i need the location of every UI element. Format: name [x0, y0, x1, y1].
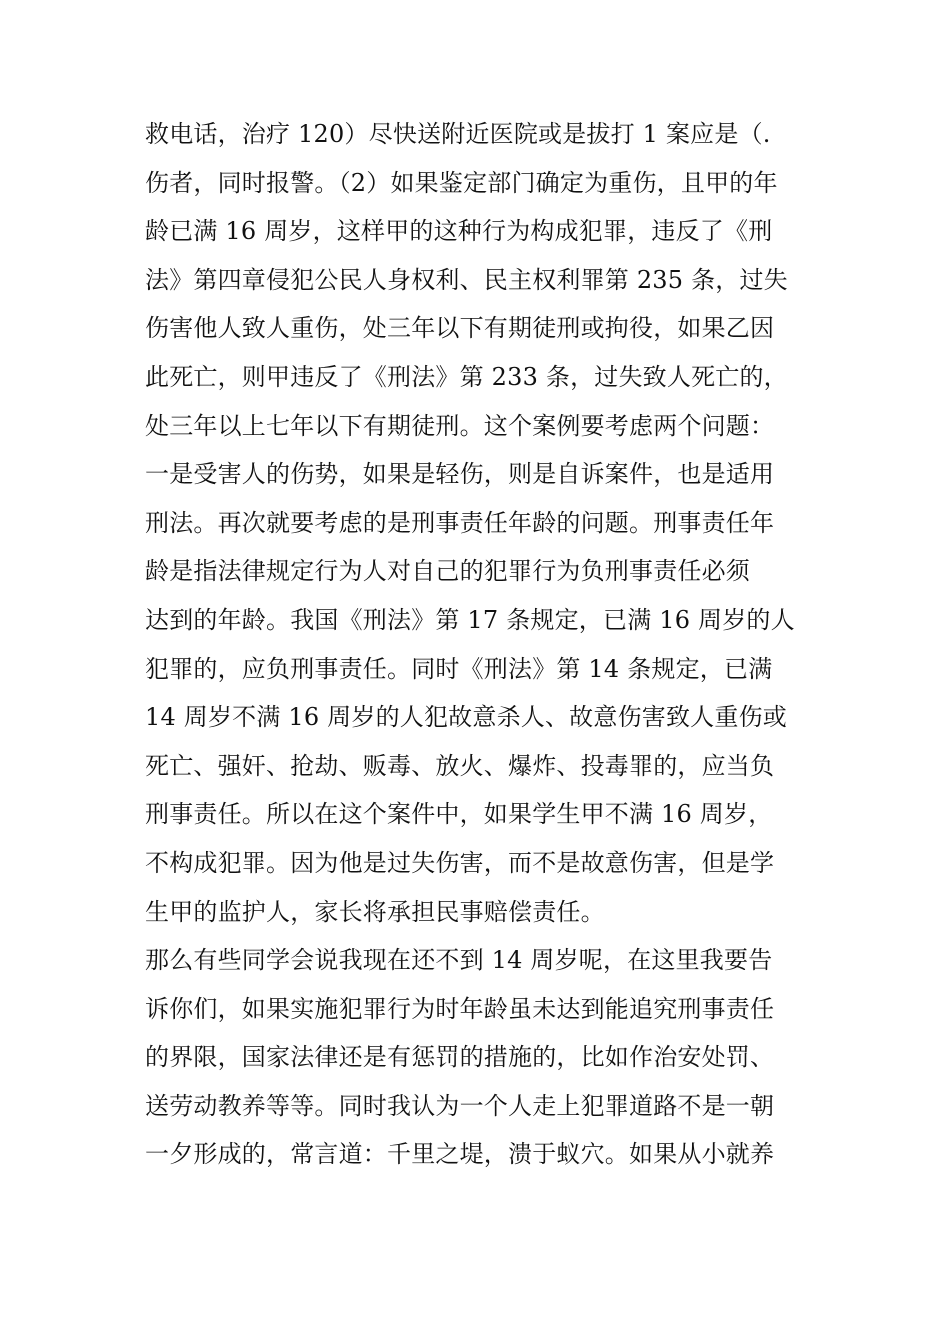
text-line: 法》第四章侵犯公民人身权利、民主权利罪第 235 条，过失	[145, 265, 788, 294]
text-line: 犯罪的，应负刑事责任。同时《刑法》第 14 条规定，已满	[145, 654, 773, 683]
text-line: 龄已满 16 周岁，这样甲的这种行为构成犯罪，违反了《刑	[145, 217, 773, 246]
text-line: 刑事责任。所以在这个案件中，如果学生甲不满 16 周岁，	[145, 800, 773, 829]
text-line: 生甲的监护人，家长将承担民事赔偿责任。	[145, 897, 605, 926]
text-line: 救电话，治疗 120）尽快送附近医院或是拔打 1 案应是（.	[145, 120, 771, 148]
text-line: 一是受害人的伤势，如果是轻伤，则是自诉案件，也是适用	[145, 460, 775, 489]
text-line: 死亡、强奸、抢劫、贩毒、放火、爆炸、投毒罪的，应当负	[145, 751, 775, 780]
text-line: 14 周岁不满 16 周岁的人犯故意杀人、故意伤害致人重伤或	[145, 703, 787, 732]
body-text	[145, 110, 835, 1179]
text-line: 不构成犯罪。因为他是过失伤害，而不是故意伤害，但是学	[145, 848, 775, 877]
text-line: 龄是指法律规定行为人对自己的犯罪行为负刑事责任必须	[145, 557, 750, 586]
text-line: 伤害他人致人重伤，处三年以下有期徒刑或拘役，如果乙因	[145, 314, 775, 343]
text-line: 诉你们，如果实施犯罪行为时年龄虽未达到能追究刑事责任	[145, 994, 775, 1023]
text-line: 那么有些同学会说我现在还不到 14 周岁呢，在这里我要告	[145, 946, 773, 975]
text-line: 处三年以上七年以下有期徒刑。这个案例要考虑两个问题：	[145, 411, 775, 440]
text-line: 一夕形成的，常言道：千里之堤，溃于蚁穴。如果从小就养	[145, 1140, 775, 1169]
text-line: 伤者，同时报警。（2）如果鉴定部门确定为重伤，且甲的年	[145, 168, 778, 197]
text-line: 此死亡，则甲违反了《刑法》第 233 条，过失致人死亡的，	[145, 362, 788, 391]
text-line: 达到的年龄。我国《刑法》第 17 条规定，已满 16 周岁的人	[145, 605, 795, 634]
text-line: 送劳动教养等等。同时我认为一个人走上犯罪道路不是一朝	[145, 1091, 775, 1120]
text-line: 刑法。再次就要考虑的是刑事责任年龄的问题。刑事责任年	[145, 508, 775, 537]
text-line: 的界限，国家法律还是有惩罚的措施的，比如作治安处罚、	[145, 1043, 775, 1072]
